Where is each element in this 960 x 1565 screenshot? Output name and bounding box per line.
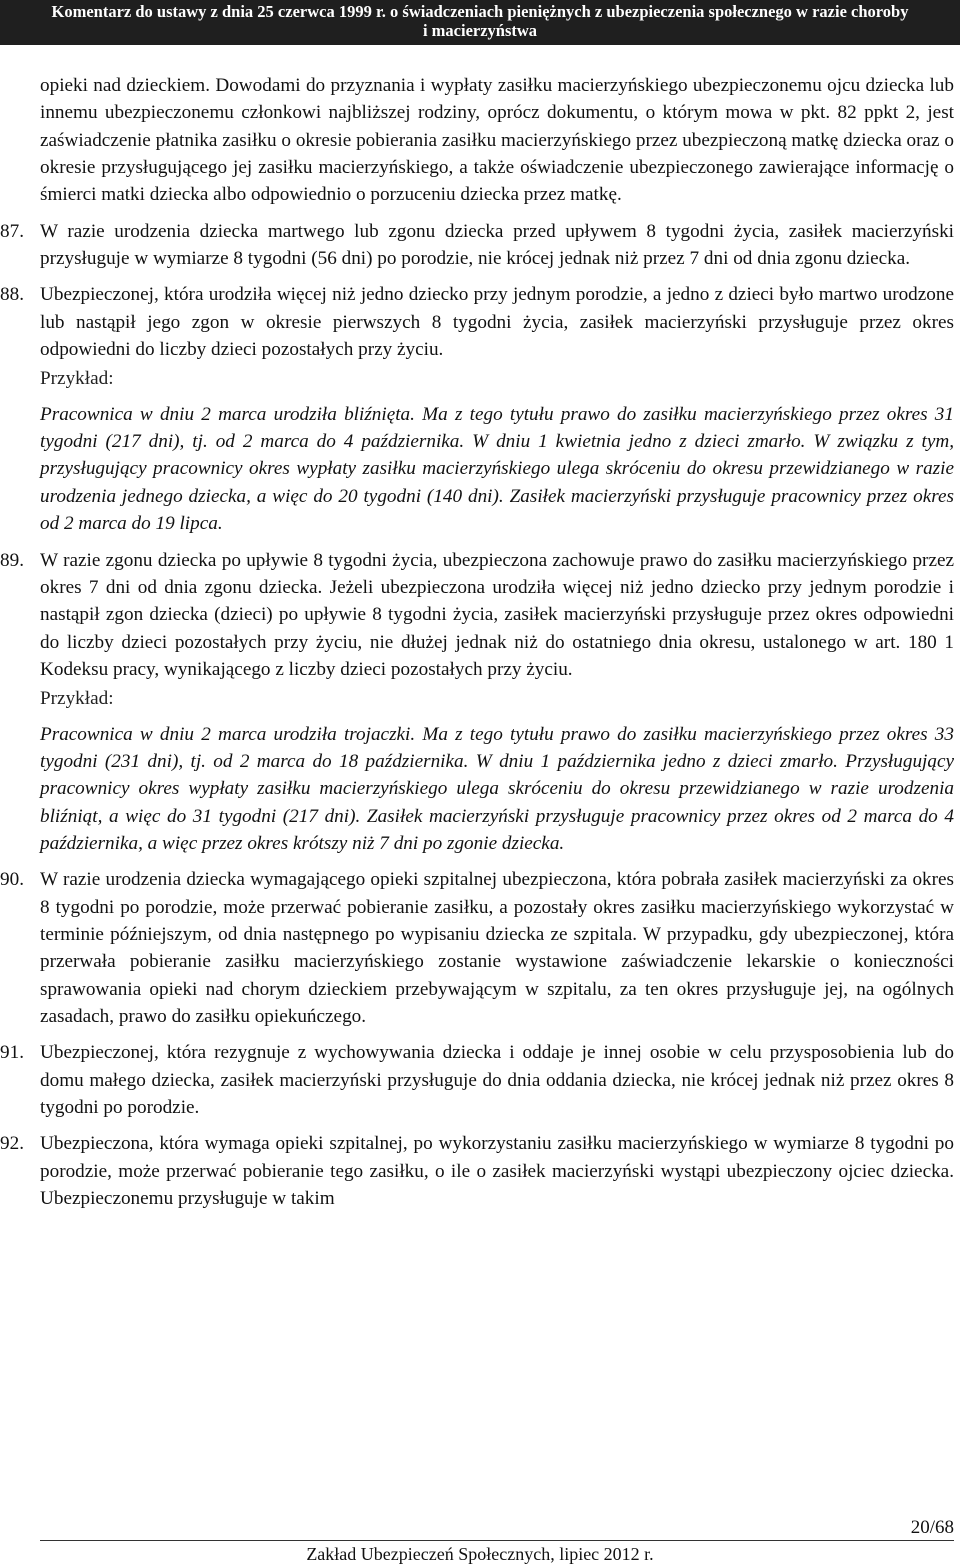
document-body (0, 72, 954, 1212)
item-number: 87. (0, 220, 24, 242)
footer-divider (40, 1540, 954, 1541)
item-text: W razie urodzenia dziecka wymagającego opieki szpitalnej ubezpieczona, która pobrała zasiłek macierzyński za okres 8 tygodni po porodzie, może przerwać pobieranie zasiłku, a pozostały okres zasiłku macierzyńskiego wykorzystać w terminie późniejszym, od dnia następnego po wypisaniu dziecka ze szpitala. W przypadku, gdy ubezpieczonej, która przerwała pobieranie zasiłku macierzyńskiego zostanie wystawione zaświadczenie lekarskie o konieczności sprawowania opieki nad chorym dzieckiem przebywającym w szpitalu, za ten okres przysługuje jej, na ogólnych zasadach, prawo do zasiłku opiekuńczego. (40, 869, 954, 1027)
item-text: Ubezpieczona, która wymaga opieki szpitalnej, po wykorzystaniu zasiłku macierzyńskiego w wymiarze 8 tygodni po porodzie, może przerwać pobieranie tego zasiłku, o ile o zasiłek macierzyński wystąpi ubezpieczony ojciec dziecka. Ubezpieczonemu przysługuje w takim (40, 1133, 954, 1210)
example-label: Przykład: (40, 368, 114, 390)
example-text: Pracownica w dniu 2 marca urodziła bliźnięta. Ma z tego tytułu prawo do zasiłku macierzyńskiego przez okres 31 tygodni (217 dni), tj. od 2 marca do 4 października. W dniu 1 kwietnia jedno z dzieci zmarło. W związku z tym, przysługujący pracownicy okres wypłaty zasiłku macierzyńskiego ulega skróceniu do okresu przewidzianego w razie urodzenia jednego dziecka, a więc do 20 tygodni (140 dni). Zasiłek macierzyński przysługuje pracownicy przez okres od 2 marca do 19 lipca. (40, 403, 954, 535)
item-text: Ubezpieczonej, która urodziła więcej niż jedno dziecko przy jednym porodzie, a jedno z dzieci było martwo urodzone lub nastąpił jego zgon w okresie pierwszych 8 tygodni życia, zasiłek macierzyński przysługuje przez okres odpowiedni do liczby dzieci pozostałych przy życiu. (40, 284, 954, 361)
item-87 (0, 218, 954, 273)
header-line-1: Komentarz do ustawy z dnia 25 czerwca 1999 r. o świadczeniach pieniężnych z ubezpieczenia społecznego w razie choroby (51, 2, 909, 21)
running-header (0, 0, 960, 45)
page-number: 20/68 (910, 1517, 954, 1538)
item-text: W razie urodzenia dziecka martwego lub zgonu dziecka przed upływem 8 tygodni życia, zasiłek macierzyński przysługuje w wymiarze 8 tygodni (56 dni) po porodzie, nie krócej jednak niż przez 7 dni od dnia zgonu dziecka. (40, 220, 954, 270)
item-92 (0, 1130, 954, 1212)
header-line-2: i macierzyństwa (422, 21, 538, 40)
running-footer: Zakład Ubezpieczeń Społecznych, lipiec 2012 r. (306, 1544, 654, 1564)
intro-paragraph: opieki nad dzieckiem. Dowodami do przyznania i wypłaty zasiłku macierzyńskiego ubezpieczonemu ojcu dziecka lub innemu ubezpieczonemu członkowi najbliższej rodziny, oprócz dokumentu, o którym mowa w pkt. 82 ppkt 2, jest zaświadczenie płatnika zasiłku o okresie pobierania zasiłku macierzyńskiego przez ubezpieczoną matkę dziecka oraz o okresie przysługującego jej zasiłku macierzyńskiego, a także oświadczenie ubezpieczonego zawierające informację o śmierci matki dziecka albo odpowiednio o porzuceniu dziecka przez matkę. (40, 75, 954, 206)
item-text: Ubezpieczonej, która rezygnuje z wychowywania dziecka i oddaje je innej osobie w celu przysposobienia lub do domu małego dziecka, zasiłek macierzyński przysługuje do dnia oddania dziecka, nie krócej jednak niż przez okres 8 tygodni po porodzie. (40, 1042, 954, 1119)
item-number: 92. (0, 1133, 24, 1155)
example-label: Przykład: (40, 688, 114, 710)
item-text: W razie zgonu dziecka po upływie 8 tygodni życia, ubezpieczona zachowuje prawo do zasiłku macierzyńskiego przez okres 7 dni od dnia zgonu dziecka. Jeżeli ubezpieczona urodziła więcej niż jedno dziecko przy jednym porodzie i nastąpił zgon dziecka (dzieci) po upływie 8 tygodni życia, zasiłek macierzyński przysługuje przez okres odpowiedni do liczby dzieci pozostałych przy życiu, nie dłużej jednak niż do ostatniego dnia okresu, ustalonego w art. 180 1 Kodeksu pracy, wynikającego z liczby dzieci pozostałych przy życiu. (40, 549, 954, 680)
item-88 (0, 281, 954, 537)
item-number: 88. (0, 284, 24, 306)
item-89 (0, 547, 954, 858)
item-90 (0, 866, 954, 1030)
example-text: Pracownica w dniu 2 marca urodziła trojaczki. Ma z tego tytułu prawo do zasiłku macierzyńskiego przez okres 33 tygodni (231 dni), tj. od 2 marca do 18 października. W dniu 1 października jedno z dzieci zmarło. Przysługujący pracownicy okres wypłaty zasiłku macierzyńskiego ulega skróceniu do okresu przewidzianego w razie urodzenia bliźniąt, a więc do 31 tygodni (217 dni). Zasiłek macierzyński przysługuje pracownicy przez okres od 2 marca do 4 października, a więc przez okres krótszy niż 7 dni po zgonie dziecka. (40, 723, 954, 854)
item-number: 89. (0, 549, 24, 571)
item-number: 91. (0, 1042, 24, 1064)
item-91 (0, 1039, 954, 1121)
item-number: 90. (0, 869, 24, 891)
